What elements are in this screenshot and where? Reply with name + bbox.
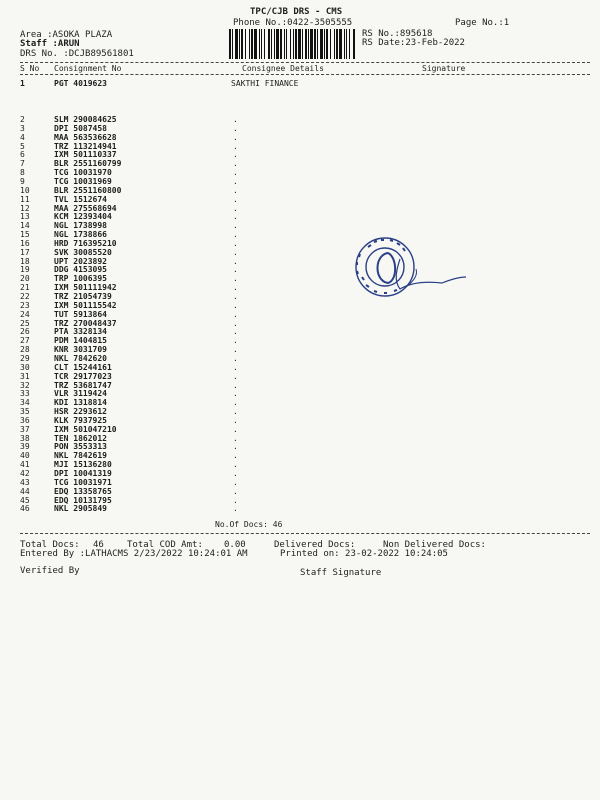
row-serial-number: 6 [20, 150, 25, 160]
row-serial-number: 21 [20, 283, 30, 293]
row-consignment-number: IXM 501115542 [54, 300, 117, 310]
row-consignment-number: PDM 1404815 [54, 336, 107, 346]
row-serial-number: 27 [20, 336, 30, 346]
total-docs-label: Total Docs: [20, 540, 80, 550]
row-consignment-number: KCM 12393404 [54, 212, 112, 222]
row-consignee-details: . [233, 398, 238, 408]
row-consignee-details: . [233, 159, 238, 169]
row-consignment-number: DPI 5087458 [54, 123, 107, 133]
row-consignment-number: TRZ 113214941 [54, 141, 117, 151]
row-consignee-details: . [233, 274, 238, 284]
row-serial-number: 12 [20, 203, 30, 213]
row-serial-number: 35 [20, 407, 30, 417]
row-consignee-details: . [233, 327, 238, 337]
non-delivered-docs-label: Non Delivered Docs: [383, 540, 486, 550]
row-consignee-details: . [233, 495, 238, 505]
row-consignee-details: . [233, 362, 238, 372]
row-consignment-number: NKL 7842619 [54, 451, 107, 461]
row-consignment-number: MAA 563536628 [54, 132, 117, 142]
row-consignment-number: NKL 2905849 [54, 504, 107, 514]
col-consignee: Consignee Details [242, 64, 324, 73]
row-serial-number: 26 [20, 327, 30, 337]
row-serial-number: 20 [20, 274, 30, 284]
row-consignment-number: DDG 4153095 [54, 265, 107, 275]
staff-signature-label: Staff Signature [300, 568, 382, 578]
total-cod-value: 0.00 [224, 540, 246, 550]
row-consignment-number: TUT 5913864 [54, 309, 107, 319]
row-serial-number: 30 [20, 362, 30, 372]
row-serial-number: 46 [20, 504, 30, 514]
printed-on: Printed on: 23-02-2022 10:24:05 [280, 549, 448, 559]
row-serial-number: 23 [20, 300, 30, 310]
row-consignee-details: . [233, 433, 238, 443]
row-serial-number: 5 [20, 141, 25, 151]
row-consignee-details: . [233, 424, 238, 434]
area-label: Area :ASOKA PLAZA [20, 30, 113, 40]
row-serial-number: 39 [20, 442, 30, 452]
row-consignment-number: TCG 10031970 [54, 168, 112, 178]
row-consignee-details: . [233, 380, 238, 390]
row-serial-number: 33 [20, 389, 30, 399]
row-consignment-number: MAA 275568694 [54, 203, 117, 213]
row-consignee-details: . [233, 292, 238, 301]
row-consignment-number: SLM 290084625 [54, 115, 117, 124]
row-consignee-details: . [233, 336, 238, 346]
row-serial-number: 3 [20, 123, 25, 133]
row-consignee-details: . [233, 318, 238, 328]
row-consignee-details: . [233, 230, 238, 240]
row-consignee-details: . [233, 256, 238, 266]
row-consignment-number: TVL 1512674 [54, 194, 107, 204]
row-consignee-details: . [233, 132, 238, 142]
row-consignment-number: VLR 3119424 [54, 389, 107, 399]
row-consignment-number: EDQ 13358765 [54, 486, 112, 496]
row-consignee-details: . [233, 486, 238, 496]
row-consignment-number: NGL 1738998 [54, 221, 107, 231]
row-consignee-details: . [233, 442, 238, 452]
row-consignment-number: BLR 2551160799 [54, 159, 122, 169]
delivered-docs-label: Delivered Docs: [274, 540, 356, 550]
drs-number: DRS No. :DCJB89561801 [20, 49, 134, 59]
row-consignment-number: TRZ 21054739 [54, 292, 112, 301]
row-consignee-details: . [233, 150, 238, 160]
row-consignee-details: . [233, 353, 238, 363]
row-consignment-number: IXM 501047210 [54, 424, 117, 434]
row-serial-number: 38 [20, 433, 30, 443]
row-serial-number: 15 [20, 230, 30, 240]
row-serial-number: 19 [20, 265, 30, 275]
row-serial-number: 10 [20, 185, 30, 195]
docs-count: No.Of Docs: 46 [215, 520, 283, 529]
row-serial-number: 25 [20, 318, 30, 328]
row-consignee-details: . [233, 371, 238, 381]
row-consignment-number: HSR 2293612 [54, 407, 107, 417]
row-consignment-number: CLT 15244161 [54, 362, 112, 372]
row-consignment-number: BLR 2551160800 [54, 185, 122, 195]
row-consignee-details: . [233, 345, 238, 355]
rs-number: RS No.:895618 [362, 29, 433, 39]
row-consignment-number: TRP 1006395 [54, 274, 107, 284]
row-consignment-number: TCR 29177023 [54, 371, 112, 381]
row-consignee-details: . [233, 238, 238, 248]
divider-top [20, 62, 590, 63]
divider-bottom [20, 533, 590, 534]
row-consignment-number: EDQ 10131795 [54, 495, 112, 505]
row-consignee-details: . [233, 168, 238, 178]
row-consignment-number: PTA 3328134 [54, 327, 107, 337]
row-consignment-number: UPT 2023892 [54, 256, 107, 266]
row-consignee-details: . [233, 469, 238, 478]
row-serial-number: 1 [20, 79, 25, 88]
row-consignee-details: . [233, 194, 238, 204]
divider-header [20, 74, 590, 75]
row-serial-number: 41 [20, 460, 30, 470]
row-consignee-details: . [233, 407, 238, 417]
row-consignee-details: . [233, 460, 238, 470]
row-consignee-details: . [233, 389, 238, 399]
col-consignment: Consignment No [54, 64, 122, 73]
row-serial-number: 7 [20, 159, 25, 169]
row-consignment-number: TCG 10031971 [54, 477, 112, 487]
rs-date: RS Date:23-Feb-2022 [362, 38, 465, 48]
page-number: Page No.:1 [455, 18, 510, 28]
row-serial-number: 36 [20, 415, 30, 425]
phone-number: Phone No.:0422-3505555 [233, 18, 353, 28]
row-consignee-details: . [233, 203, 238, 213]
row-consignment-number: IXM 501111942 [54, 283, 117, 293]
row-consignee-details: . [233, 221, 238, 231]
row-serial-number: 40 [20, 451, 30, 461]
company-stamp [344, 233, 470, 303]
row-serial-number: 31 [20, 371, 30, 381]
row-consignment-number: MJI 15136280 [54, 460, 112, 470]
staff-label: Staff :ARUN [20, 39, 80, 49]
total-docs-value: 46 [93, 540, 104, 550]
row-consignment-number: PON 3553313 [54, 442, 107, 452]
row-consignee-details: . [233, 415, 238, 425]
row-consignment-number: TRZ 270048437 [54, 318, 117, 328]
row-consignment-number: TCG 10031969 [54, 176, 112, 186]
row-serial-number: 22 [20, 292, 30, 301]
row-serial-number: 18 [20, 256, 30, 266]
row-consignment-number: DPI 10041319 [54, 469, 112, 478]
row-serial-number: 14 [20, 221, 30, 231]
row-consignee-details: . [233, 176, 238, 186]
row-serial-number: 28 [20, 345, 30, 355]
row-consignee-details: . [233, 309, 238, 319]
row-consignment-number: KLK 7937925 [54, 415, 107, 425]
row-consignment-number: KNR 3031709 [54, 345, 107, 355]
row-consignee-details: . [233, 477, 238, 487]
row-serial-number: 24 [20, 309, 30, 319]
row-serial-number: 4 [20, 132, 25, 142]
col-sno: S No [20, 64, 40, 73]
row-serial-number: 13 [20, 212, 30, 222]
row-consignee-details: . [233, 451, 238, 461]
row-consignment-number: SVK 30085520 [54, 247, 112, 257]
row-consignee-details: . [233, 265, 238, 275]
row-serial-number: 8 [20, 168, 25, 178]
row-consignee-details: . [233, 123, 238, 133]
row-consignment-number: KDI 1318814 [54, 398, 107, 408]
row-serial-number: 42 [20, 469, 30, 478]
row-consignee-details: . [233, 185, 238, 195]
row-consignee-details: . [233, 141, 238, 151]
total-cod-label: Total COD Amt: [127, 540, 203, 550]
entered-by: Entered By :LATHACMS 2/23/2022 10:24:01 AM [20, 549, 248, 559]
row-serial-number: 32 [20, 380, 30, 390]
row-consignee-details: . [233, 283, 238, 293]
row-serial-number: 11 [20, 194, 30, 204]
row-consignee-details: . [233, 212, 238, 222]
row-consignment-number: NGL 1738866 [54, 230, 107, 240]
row-serial-number: 37 [20, 424, 30, 434]
row-serial-number: 45 [20, 495, 30, 505]
row-consignee-details: . [233, 300, 238, 310]
row-consignee-details: . [233, 115, 238, 124]
row-serial-number: 43 [20, 477, 30, 487]
col-signature: Signature [422, 64, 466, 73]
row-serial-number: 17 [20, 247, 30, 257]
row-consignment-number: IXM 501110337 [54, 150, 117, 160]
row-consignment-number: TEN 1862012 [54, 433, 107, 443]
row-consignment-number: PGT 4019623 [54, 79, 107, 88]
row-serial-number: 2 [20, 115, 25, 124]
document-title: TPC/CJB DRS - CMS [250, 7, 343, 17]
row-consignment-number: TRZ 53681747 [54, 380, 112, 390]
row-serial-number: 16 [20, 238, 30, 248]
row-serial-number: 34 [20, 398, 30, 408]
row-consignee-details: . [233, 247, 238, 257]
verified-by: Verified By [20, 566, 80, 576]
row-consignment-number: NKL 7842620 [54, 353, 107, 363]
row-consignment-number: HRD 716395210 [54, 238, 117, 248]
row-consignee-details: . [233, 504, 238, 514]
row-serial-number: 9 [20, 176, 25, 186]
row-serial-number: 29 [20, 353, 30, 363]
row-consignee-details: SAKTHI FINANCE [231, 79, 299, 88]
row-serial-number: 44 [20, 486, 30, 496]
barcode [229, 29, 355, 59]
